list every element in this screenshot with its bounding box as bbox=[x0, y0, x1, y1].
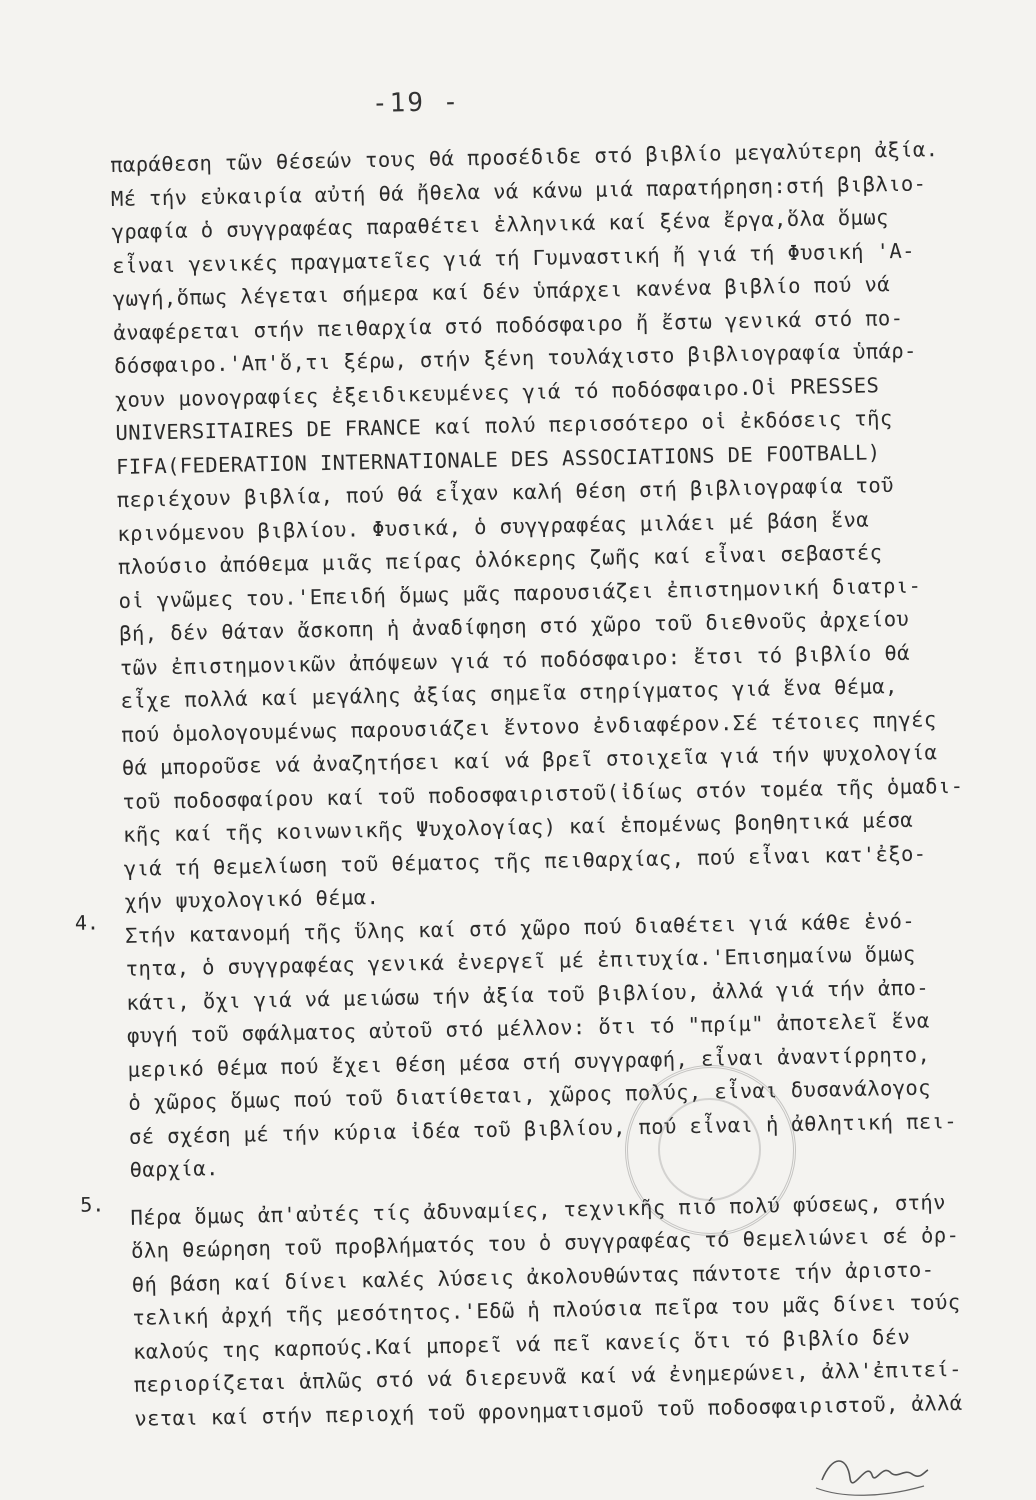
text-line: ἀναφέρεται στήν πειθαρχία στό ποδόσφαιρο ἤ ἔστω γενικά στό πο- bbox=[113, 305, 904, 345]
text-line: περιορίζεται ἁπλῶς στό νά διερευνᾶ καί νά ἐνημερώνει, ἀλλ'ἐπιτεί- bbox=[133, 1356, 963, 1397]
text-line: ὁ χῶρος ὅμως πού τοῦ διατίθεται, χῶρος πολύς, εἶναι δυσανάλογος bbox=[128, 1075, 932, 1115]
text-line: καλούς της καρπούς.Καί μπορεῖ νά πεῖ κανείς ὅτι τό βιβλίο δέν bbox=[132, 1324, 911, 1364]
text-line: UNIVERSITAIRES DE FRANCE καί πολύ περισσότερο οἱ ἐκδόσεις τῆς bbox=[115, 406, 893, 445]
text-line: βή, δέν θάταν ἄσκοπη ἡ ἀναδίφηση στό χῶρο τοῦ διεθνοῦς ἀρχείου bbox=[119, 606, 910, 646]
text-line: γιά τή θεμελίωση τοῦ θέματος τῆς πειθαρχίας, πού εἶναι κατ'ἐξο- bbox=[123, 840, 927, 881]
text-line: τελική ἀρχή τῆς μεσότητος.'Εδῶ ἡ πλούσια πεῖρα του μᾶς δίνει τούς bbox=[132, 1289, 961, 1330]
text-line: σέ σχέση μέ τήν κύρια ἰδέα τοῦ βιβλίου, πού εἶναι ἡ ἀθλητική πει- bbox=[128, 1108, 958, 1149]
text-line: νεται καί στήν περιοχή τοῦ φρονηματισμοῦ τοῦ ποδοσφαιριστοῦ, ἀλλά bbox=[134, 1390, 963, 1431]
text-line: κάτι, ὄχι γιά νά μειώσω τήν ἀξία τοῦ βιβλίου, ἀλλά γιά τήν ἀπο- bbox=[126, 974, 930, 1015]
numbered-item-4 bbox=[75, 903, 1010, 1189]
text-line: περιέχουν βιβλία, πού θά εἶχαν καλή θέση στή βιβλιογραφία τοῦ bbox=[116, 473, 895, 512]
text-line: θαρχία. bbox=[129, 1156, 220, 1182]
faded-stamp-icon bbox=[625, 1065, 796, 1236]
text-line: τοῦ ποδοσφαίρου καί τοῦ ποδοσφαιριστοῦ(ἰδίως στόν τομέα τῆς ὁμαδι- bbox=[122, 773, 964, 814]
text-line: Πέρα ὅμως ἀπ'αὐτές τίς ἀδυναμίες, τεχνικῆς πιό πολύ φύσεως, στήν bbox=[130, 1189, 947, 1230]
text-line: θά μποροῦσε νά ἀναζητήσει καί νά βρεῖ στοιχεῖα γιά τήν ψυχολογία bbox=[121, 740, 938, 780]
text-line: Μέ τήν εὐκαιρία αὐτή θά ἤθελα νά κάνω μιά παρατήρηση:στή βιβλιο- bbox=[110, 170, 927, 211]
item-number: 5. bbox=[80, 1191, 105, 1217]
text-line: κρινόμενου βιβλίου. Φυσικά, ὁ συγγραφέας μιλάει μέ βάση ἕνα bbox=[117, 507, 870, 546]
text-line: γωγή,ὅπως λέγεται σήμερα καί δέν ὑπάρχει κανένα βιβλίο πού νά bbox=[112, 272, 891, 312]
body-text bbox=[60, 132, 1015, 1437]
text-line: γραφία ὁ συγγραφέας παραθέτει ἑλληνικά καί ξένα ἔργα,ὅλα ὅμως bbox=[111, 205, 889, 245]
text-line: δόσφαιρο.'Απ'ὅ,τι ξέρω, στήν ξένη τουλάχιστο βιβλιογραφία ὑπάρ- bbox=[113, 338, 917, 378]
item-number: 4. bbox=[74, 909, 100, 935]
text-line: πλούσιο ἀπόθεμα μιᾶς πείρας ὁλόκερης ζωῆς καί εἶναι σεβαστές bbox=[117, 540, 883, 579]
text-line: τῶν ἐπιστημονικῶν ἀπόψεων γιά τό ποδόσφαιρο: ἔτσι τό βιβλίο θά bbox=[119, 640, 911, 680]
text-line: ὅλη θεώρηση τοῦ προβλήματός του ὁ συγγραφέας τό θεμελιώνει σέ ὀρ- bbox=[130, 1222, 960, 1263]
signature-icon bbox=[812, 1450, 932, 1500]
text-line: τητα, ὁ συγγραφέας γενικά ἐνεργεῖ μέ ἐπιτυχία.'Επισημαίνω ὅμως bbox=[125, 941, 916, 981]
text-line: παράθεση τῶν θέσεών τους θά προσέδιδε στό βιβλίο μεγαλύτερη ἀξία. bbox=[110, 137, 939, 178]
text-line: οἱ γνῶμες του.'Επειδή ὅμως μᾶς παρουσιάζει ἐπιστημονική διατρι- bbox=[118, 573, 922, 613]
numbered-item-5 bbox=[80, 1184, 1014, 1436]
text-line: FIFA(FEDERATION INTERNATIONALE DES ASSOCIATIONS DE FOOTBALL) bbox=[115, 439, 881, 479]
text-line: χουν μονογραφίες ἐξειδικευμένες γιά τό ποδόσφαιρο.Οἱ PRESSES bbox=[114, 372, 880, 412]
text-line: φυγή τοῦ σφάλματος αὐτοῦ στό μέλλον: ὅτι τό "πρίμ" ἀποτελεῖ ἕνα bbox=[126, 1008, 930, 1048]
text-line: μερικό θέμα πού ἔχει θέση μέσα στή συγγραφή, εἶναι ἀναντίρρητο, bbox=[127, 1041, 931, 1082]
text-line: εἶναι γενικές πραγματεῖες γιά τή Γυμναστική ἤ γιά τή Φυσική 'Α- bbox=[111, 238, 916, 278]
text-line: θή βάση καί δίνει καλές λύσεις ἀκολουθώντας πάντοτε τήν ἀριστο- bbox=[131, 1256, 935, 1297]
text-line: χήν ψυχολογικό θέμα. bbox=[124, 885, 380, 914]
text-line: πού ὁμολογουμένως παρουσιάζει ἔντονο ἐνδιαφέρον.Σέ τέτοιες πηγές bbox=[121, 706, 937, 747]
text-line: κῆς καί τῆς κοινωνικῆς Ψυχολογίας) καί ἑπομένως βοηθητικά μέσα bbox=[122, 807, 914, 847]
page-number: -19 - bbox=[371, 87, 461, 119]
text-line: εἶχε πολλά καί μεγάλης ἀξίας σημεῖα στηρίγματος γιά ἕνα θέμα, bbox=[120, 674, 898, 713]
text-line: Στήν κατανομή τῆς ὕλης καί στό χῶρο πού διαθέτει γιά κάθε ἑνό- bbox=[124, 908, 916, 948]
